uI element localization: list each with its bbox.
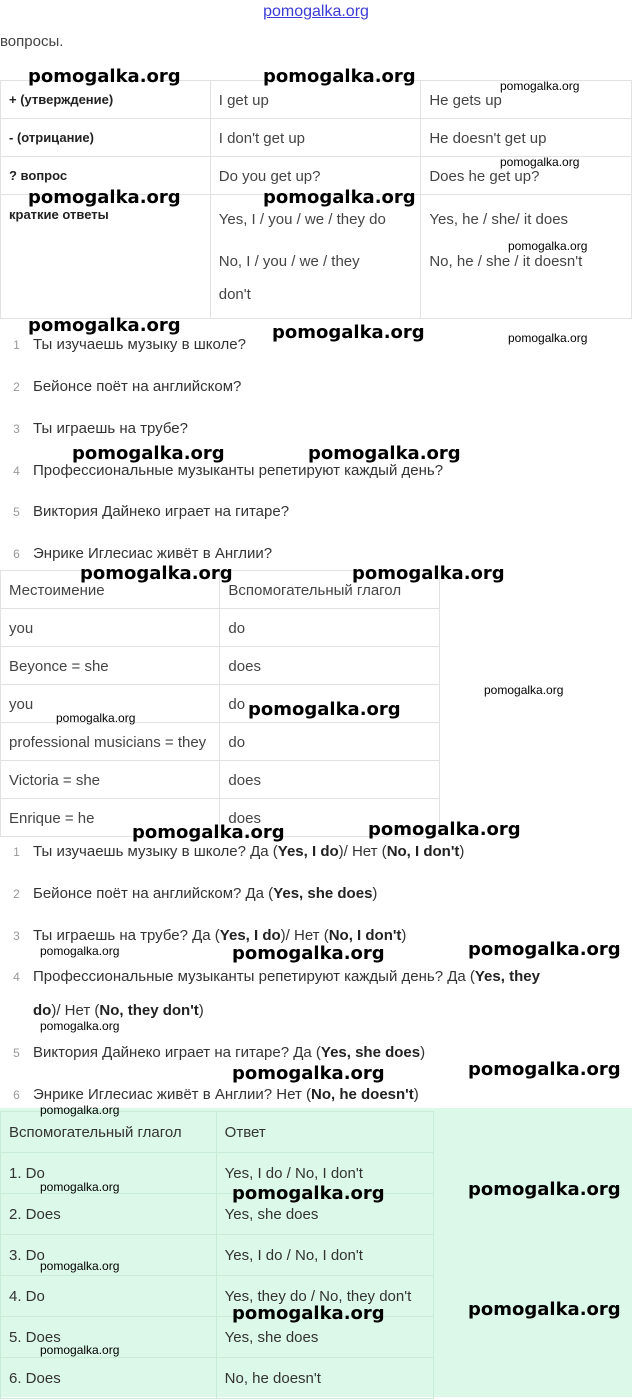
- short-no-cont: don't: [218, 286, 251, 303]
- table-row: [1, 609, 440, 647]
- site-link[interactable]: pomogalka.org: [263, 3, 369, 20]
- cell-aux: 5. Does: [1, 1317, 217, 1358]
- watermark: pomogalka.org: [28, 66, 181, 87]
- answer-no: No, he doesn't: [311, 1086, 414, 1103]
- cell-aux: 1. Do: [1, 1153, 217, 1194]
- watermark: pomogalka.org: [508, 239, 588, 253]
- item-sep: )/ Нет (: [338, 843, 387, 860]
- watermark: pomogalka.org: [40, 1259, 120, 1273]
- watermark: pomogalka.org: [232, 943, 385, 964]
- watermark: pomogalka.org: [248, 699, 401, 720]
- cell-answer: Yes, I do / No, I don't: [216, 1153, 433, 1194]
- item-end: ): [401, 927, 407, 944]
- list-item: [0, 968, 540, 985]
- watermark: pomogalka.org: [80, 563, 233, 584]
- watermark: pomogalka.org: [308, 443, 461, 464]
- row-label: ? вопрос: [1, 157, 211, 195]
- list-item: [0, 545, 272, 562]
- cell-aux: 4. Do: [1, 1276, 217, 1317]
- table-row: [1, 723, 440, 761]
- answer-no: No, they don't: [99, 1002, 199, 1019]
- item-question: Виктория Дайнеко играет на гитаре? Да (: [33, 1044, 321, 1061]
- answer-yes: Yes, she does: [273, 885, 373, 902]
- watermark: pomogalka.org: [28, 187, 181, 208]
- table-header-row: [1, 1112, 434, 1153]
- item-number: 5: [13, 505, 20, 519]
- list-item: [0, 927, 406, 944]
- watermark: pomogalka.org: [368, 819, 521, 840]
- cell-aux: do: [220, 723, 440, 761]
- cell-pronoun: Enrique = he: [1, 799, 220, 837]
- watermark: pomogalka.org: [468, 939, 621, 960]
- watermark: pomogalka.org: [232, 1303, 385, 1324]
- item-number: 6: [13, 1088, 20, 1102]
- intro-text: вопросы.: [0, 33, 64, 50]
- watermark: pomogalka.org: [263, 66, 416, 87]
- item-end: ): [420, 1044, 426, 1061]
- watermark: pomogalka.org: [508, 331, 588, 345]
- list-item: [0, 843, 464, 860]
- cell-he: He gets up: [421, 81, 632, 119]
- short-yes: Yes, I / you / we / they do: [218, 211, 386, 228]
- watermark: pomogalka.org: [272, 322, 425, 343]
- cell-answer: Yes, they do / No, they don't: [216, 1276, 433, 1317]
- table-row: [1, 1358, 434, 1399]
- cell-he: [421, 195, 632, 319]
- answer-yes: Yes, I do: [277, 843, 339, 860]
- header-aux: Вспомогательный глагол: [1, 1112, 217, 1153]
- cell-you: [210, 195, 421, 319]
- watermark: pomogalka.org: [40, 1343, 120, 1357]
- item-end: ): [413, 1086, 419, 1103]
- watermark: pomogalka.org: [500, 155, 580, 169]
- answer-yes: Yes, she does: [320, 1044, 421, 1061]
- row-label: - (отрицание): [1, 119, 211, 157]
- header-pronoun: Местоимение: [1, 571, 220, 609]
- watermark: pomogalka.org: [72, 443, 225, 464]
- list-item: [0, 885, 377, 902]
- cell-he: Does he get up?: [421, 157, 632, 195]
- table-row: [1, 647, 440, 685]
- cell-you: Do you get up?: [210, 157, 421, 195]
- item-number: 4: [13, 970, 20, 984]
- cell-aux: 6. Does: [1, 1358, 217, 1399]
- cell-answer: Yes, I do / No, I don't: [216, 1235, 433, 1276]
- list-item-continued: [33, 1002, 204, 1019]
- cell-aux: do: [220, 609, 440, 647]
- item-number: 1: [13, 338, 20, 352]
- watermark: pomogalka.org: [468, 1059, 621, 1080]
- list-item: [0, 378, 241, 395]
- cell-you: I don't get up: [210, 119, 421, 157]
- watermark: pomogalka.org: [56, 711, 136, 725]
- item-text: Ты играешь на трубе?: [33, 420, 188, 437]
- item-number: 5: [13, 1046, 20, 1060]
- item-end: ): [372, 885, 378, 902]
- cell-answer: No, he doesn't: [216, 1358, 433, 1399]
- watermark: pomogalka.org: [232, 1063, 385, 1084]
- watermark: pomogalka.org: [232, 1183, 385, 1204]
- item-text: Бейонсе поёт на английском?: [33, 378, 242, 395]
- list-item: [0, 1044, 425, 1061]
- watermark: pomogalka.org: [40, 1019, 120, 1033]
- watermark: pomogalka.org: [352, 563, 505, 584]
- item-question: Ты изучаешь музыку в школе? Да (: [33, 843, 278, 860]
- short-yes: Yes, he / she/ it does: [429, 211, 569, 228]
- item-question: Бейонсе поёт на английском? Да (: [33, 885, 274, 902]
- list-item: [0, 336, 246, 353]
- header-answer: Ответ: [216, 1112, 433, 1153]
- item-number: 4: [13, 464, 20, 478]
- list-item: [0, 503, 289, 520]
- table-row: [1, 761, 440, 799]
- item-number: 3: [13, 422, 20, 436]
- cell-pronoun: professional musicians = they: [1, 723, 220, 761]
- row-label: + (утверждение): [1, 81, 211, 119]
- item-number: 3: [13, 929, 20, 943]
- cell-answer: Yes, she does: [216, 1194, 433, 1235]
- list-item: [0, 1086, 419, 1103]
- cell-pronoun: you: [1, 685, 220, 723]
- item-question: Ты играешь на трубе? Да (: [33, 927, 220, 944]
- watermark: pomogalka.org: [468, 1299, 621, 1320]
- item-number: 2: [13, 887, 20, 901]
- header-aux: Вспомогательный глагол: [220, 571, 440, 609]
- row-label: краткие ответы: [1, 195, 211, 319]
- watermark: pomogalka.org: [263, 187, 416, 208]
- list-item: [0, 462, 443, 479]
- cell-aux: do: [220, 685, 440, 723]
- watermark: pomogalka.org: [40, 1103, 120, 1117]
- item-question: Профессиональные музыканты репетируют каждый день? Да (: [33, 968, 475, 985]
- item-text: Виктория Дайнеко играет на гитаре?: [33, 503, 290, 520]
- item-number: 1: [13, 845, 20, 859]
- item-text: Профессиональные музыканты репетируют каждый день?: [33, 462, 444, 479]
- watermark: pomogalka.org: [484, 683, 564, 697]
- short-no: No, I / you / we / they: [218, 253, 360, 270]
- cell-aux: 3. Do: [1, 1235, 217, 1276]
- cell-you: I get up: [210, 81, 421, 119]
- item-number: 2: [13, 380, 20, 394]
- answer-no: No, I don't: [386, 843, 460, 860]
- item-text: Энрике Иглесиас живёт в Англии?: [33, 545, 273, 562]
- cell-pronoun: you: [1, 609, 220, 647]
- cell-he: He doesn't get up: [421, 119, 632, 157]
- item-number: 6: [13, 547, 20, 561]
- item-end: ): [459, 843, 465, 860]
- watermark: pomogalka.org: [500, 79, 580, 93]
- cell-aux: does: [220, 761, 440, 799]
- cell-aux: 2. Does: [1, 1194, 217, 1235]
- item-text: Ты изучаешь музыку в школе?: [33, 336, 246, 353]
- watermark: pomogalka.org: [132, 822, 285, 843]
- watermark: pomogalka.org: [40, 1180, 120, 1194]
- list-item: [0, 420, 188, 437]
- cell-aux: does: [220, 647, 440, 685]
- item-question: Энрике Иглесиас живёт в Англии? Нет (: [33, 1086, 311, 1103]
- watermark: pomogalka.org: [28, 315, 181, 336]
- watermark: pomogalka.org: [468, 1179, 621, 1200]
- cell-answer: Yes, she does: [216, 1317, 433, 1358]
- cell-aux: does: [220, 799, 440, 837]
- watermark: pomogalka.org: [40, 944, 120, 958]
- item-sep: )/ Нет (: [51, 1002, 100, 1019]
- answer-yes: Yes, they: [474, 968, 540, 985]
- item-sep: )/ Нет (: [280, 927, 329, 944]
- cell-pronoun: Beyonce = she: [1, 647, 220, 685]
- answer-no: No, I don't: [328, 927, 402, 944]
- item-end: ): [198, 1002, 204, 1019]
- table-row: [1, 119, 632, 157]
- cell-pronoun: Victoria = she: [1, 761, 220, 799]
- short-no: No, he / she / it doesn't: [429, 253, 583, 270]
- table-row: [1, 195, 632, 319]
- answer-yes-cont: do: [33, 1002, 52, 1019]
- answer-yes: Yes, I do: [219, 927, 281, 944]
